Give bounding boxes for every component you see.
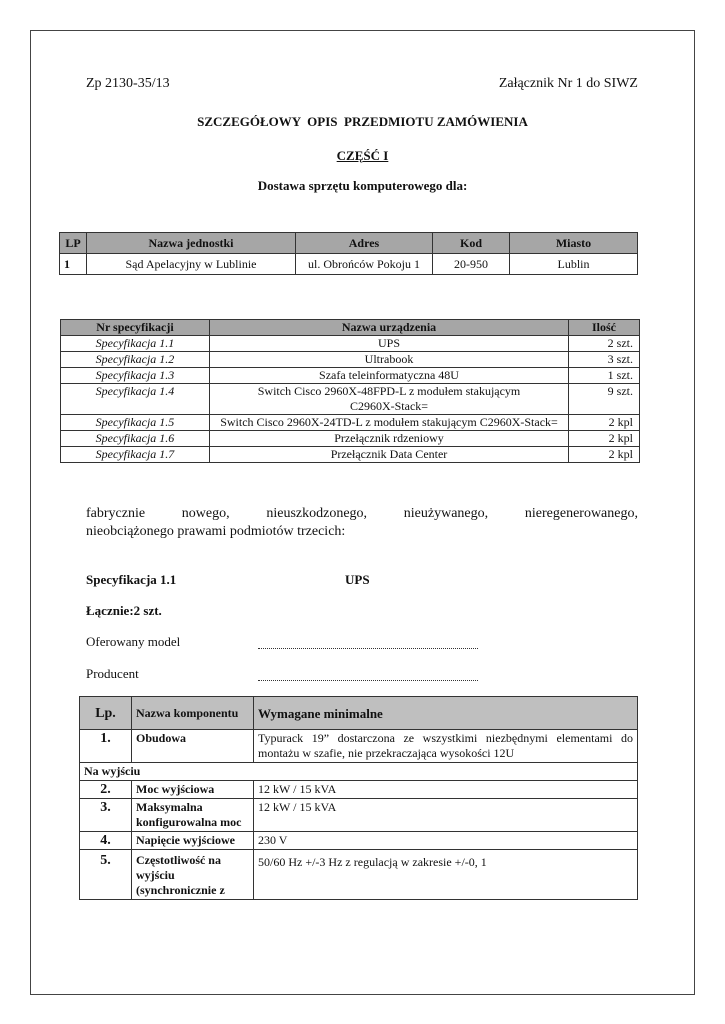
component-header-name: Nazwa komponentu	[132, 697, 254, 730]
unit-address: ul. Obrońców Pokoju 1	[296, 254, 433, 275]
spec-device: Switch Cisco 2960X-48FPD-L z modułem stakującym C2960X-Stack=	[210, 384, 569, 415]
spec-device: Switch Cisco 2960X-24TD-L z modułem stakującym C2960X-Stack=	[210, 415, 569, 431]
table-row	[61, 384, 640, 415]
spec-number: Specyfikacja 1.6	[61, 431, 210, 447]
component-requirement: 12 kW / 15 kVA	[254, 781, 638, 799]
document-title: SZCZEGÓŁOWY OPIS PRZEDMIOTU ZAMÓWIENIA	[197, 114, 528, 129]
spec-1-1-total: Łącznie:2 szt.	[86, 603, 162, 618]
spec-device: UPS	[210, 336, 569, 352]
spec-header-number: Nr specyfikacji	[61, 320, 210, 336]
producer-field[interactable]	[258, 680, 478, 681]
unit-name: Sąd Apelacyjny w Lublinie	[87, 254, 296, 275]
table-row	[80, 832, 638, 850]
spec-number: Specyfikacja 1.5	[61, 415, 210, 431]
table-row	[61, 447, 640, 463]
units-table	[59, 232, 638, 275]
component-header-lp: Lp.	[80, 697, 132, 730]
spec-quantity: 2 szt.	[569, 336, 640, 352]
delivery-title: Dostawa sprzętu komputerowego dla:	[257, 178, 468, 193]
condition-paragraph	[86, 505, 638, 541]
table-row	[61, 336, 640, 352]
paragraph-line-2: nieobciążonego prawami podmiotów trzecich:	[86, 524, 346, 539]
table-row	[61, 415, 640, 431]
unit-code: 20-950	[433, 254, 510, 275]
component-requirement: 50/60 Hz +/-3 Hz z regulacją w zakresie +/-0, 1	[254, 850, 638, 900]
table-row	[61, 352, 640, 368]
spec-number: Specyfikacja 1.1	[61, 336, 210, 352]
units-header-city: Miasto	[510, 233, 638, 254]
table-row	[80, 730, 638, 763]
component-lp: 5.	[80, 850, 132, 900]
component-requirement: 230 V	[254, 832, 638, 850]
table-row	[61, 431, 640, 447]
offered-model-label: Oferowany model	[86, 634, 181, 649]
units-header-name: Nazwa jednostki	[87, 233, 296, 254]
spec-quantity: 2 kpl	[569, 447, 640, 463]
section-row	[80, 763, 638, 781]
units-header-address: Adres	[296, 233, 433, 254]
component-name: Obudowa	[132, 730, 254, 763]
table-row	[61, 368, 640, 384]
component-lp: 2.	[80, 781, 132, 799]
offered-model-field[interactable]	[258, 648, 478, 649]
spec-number: Specyfikacja 1.4	[61, 384, 210, 415]
component-header-row	[80, 697, 638, 730]
producer-label: Producent	[86, 666, 139, 681]
component-name: Maksymalna konfigurowalna moc	[132, 799, 254, 832]
spec-header-device: Nazwa urządzenia	[210, 320, 569, 336]
unit-city: Lublin	[510, 254, 638, 275]
component-requirement: Typurack 19” dostarczona ze wszystkimi niezbędnymi elementami do montażu w szafie, nie przekraczająca wysokości 12U	[254, 730, 638, 763]
attachment-label: Załącznik Nr 1 do SIWZ	[498, 76, 638, 91]
spec-quantity: 2 kpl	[569, 431, 640, 447]
component-lp: 1.	[80, 730, 132, 763]
spec-quantity: 1 szt.	[569, 368, 640, 384]
component-requirement: 12 kW / 15 kVA	[254, 799, 638, 832]
table-row	[80, 850, 638, 900]
spec-device: Przełącznik Data Center	[210, 447, 569, 463]
component-lp: 4.	[80, 832, 132, 850]
paragraph-line-1: fabrycznie nowego, nieuszkodzonego, nieużywanego, nieregenerowanego,	[86, 506, 638, 521]
table-row	[60, 254, 638, 275]
component-table	[79, 696, 638, 900]
reference-number: Zp 2130-35/13	[86, 76, 170, 91]
section-output-label: Na wyjściu	[80, 763, 638, 781]
spec-header-row	[61, 320, 640, 336]
component-lp: 3.	[80, 799, 132, 832]
table-row	[80, 799, 638, 832]
specification-table	[60, 319, 640, 463]
spec-header-quantity: Ilość	[569, 320, 640, 336]
spec-device: Przełącznik rdzeniowy	[210, 431, 569, 447]
component-header-requirements: Wymagane minimalne	[254, 697, 638, 730]
units-header-code: Kod	[433, 233, 510, 254]
spec-device: Ultrabook	[210, 352, 569, 368]
spec-number: Specyfikacja 1.2	[61, 352, 210, 368]
unit-lp: 1	[60, 254, 87, 275]
table-row	[80, 781, 638, 799]
spec-quantity: 2 kpl	[569, 415, 640, 431]
spec-device: Szafa teleinformatyczna 48U	[210, 368, 569, 384]
spec-quantity: 9 szt.	[569, 384, 640, 415]
component-name: Napięcie wyjściowe	[132, 832, 254, 850]
spec-1-1-device: UPS	[345, 572, 370, 587]
part-title: CZĘŚĆ I	[336, 148, 389, 163]
spec-number: Specyfikacja 1.7	[61, 447, 210, 463]
units-header-lp: LP	[60, 233, 87, 254]
units-header-row	[60, 233, 638, 254]
spec-1-1-heading: Specyfikacja 1.1	[86, 572, 177, 587]
spec-quantity: 3 szt.	[569, 352, 640, 368]
component-name: Moc wyjściowa	[132, 781, 254, 799]
spec-number: Specyfikacja 1.3	[61, 368, 210, 384]
component-name: Częstotliwość na wyjściu (synchronicznie z	[132, 850, 254, 900]
